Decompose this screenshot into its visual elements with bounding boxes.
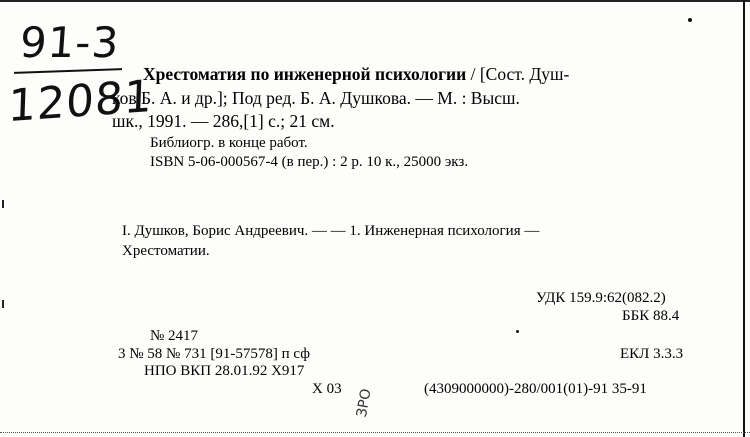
handwritten-divider (14, 68, 122, 74)
speck (688, 18, 692, 22)
tracings-line-1: I. Душков, Борис Андреевич. — — 1. Инженерная психология — (122, 223, 540, 239)
card-bottom-edge (0, 432, 750, 434)
title-line-2: ков Б. А. и др.]; Под ред. Б. А. Душкова. — М. : Высш. (112, 88, 520, 108)
title-bold: Хрестоматия по инженерной психологии (143, 64, 467, 84)
handwritten-call-number-top: 91-3 (18, 18, 122, 67)
bibliography-note: Библиогр. в конце работ. (150, 135, 308, 151)
card-right-edge (743, 0, 745, 437)
title-line-3: шк., 1991. — 286,[1] с.; 21 см. (112, 111, 335, 131)
speck (516, 330, 519, 333)
print-line-3: НПО ВКП 28.01.92 Х917 (144, 363, 305, 379)
card-top-edge (0, 0, 750, 2)
print-number: № 2417 (150, 328, 199, 344)
edge-tick (2, 200, 4, 208)
edge-tick (2, 300, 4, 308)
bbk-code: ББК 88.4 (622, 308, 680, 324)
ekl-code: ЕКЛ 3.3.3 (620, 346, 684, 362)
tracings-line-2: Хрестоматии. (122, 243, 210, 259)
isbn-note: ISBN 5-06-000567-4 (в пер.) : 2 р. 10 к., 25000 экз. (150, 154, 469, 170)
title-rest: / [Сост. Душ- (466, 64, 570, 84)
classification-code: (4309000000)-280/001(01)-91 35-91 (424, 381, 647, 397)
udk-code: УДК 159.9:62(082.2) (536, 290, 666, 306)
title-line-1 (143, 66, 569, 84)
stamp-mark: ЗРО (353, 387, 375, 419)
print-line-2: 3 № 58 № 731 [91-57578] п сф (118, 346, 310, 362)
handwritten-call-number-bottom: 12081 (7, 70, 154, 133)
print-line-4: Х 03 (312, 381, 342, 397)
